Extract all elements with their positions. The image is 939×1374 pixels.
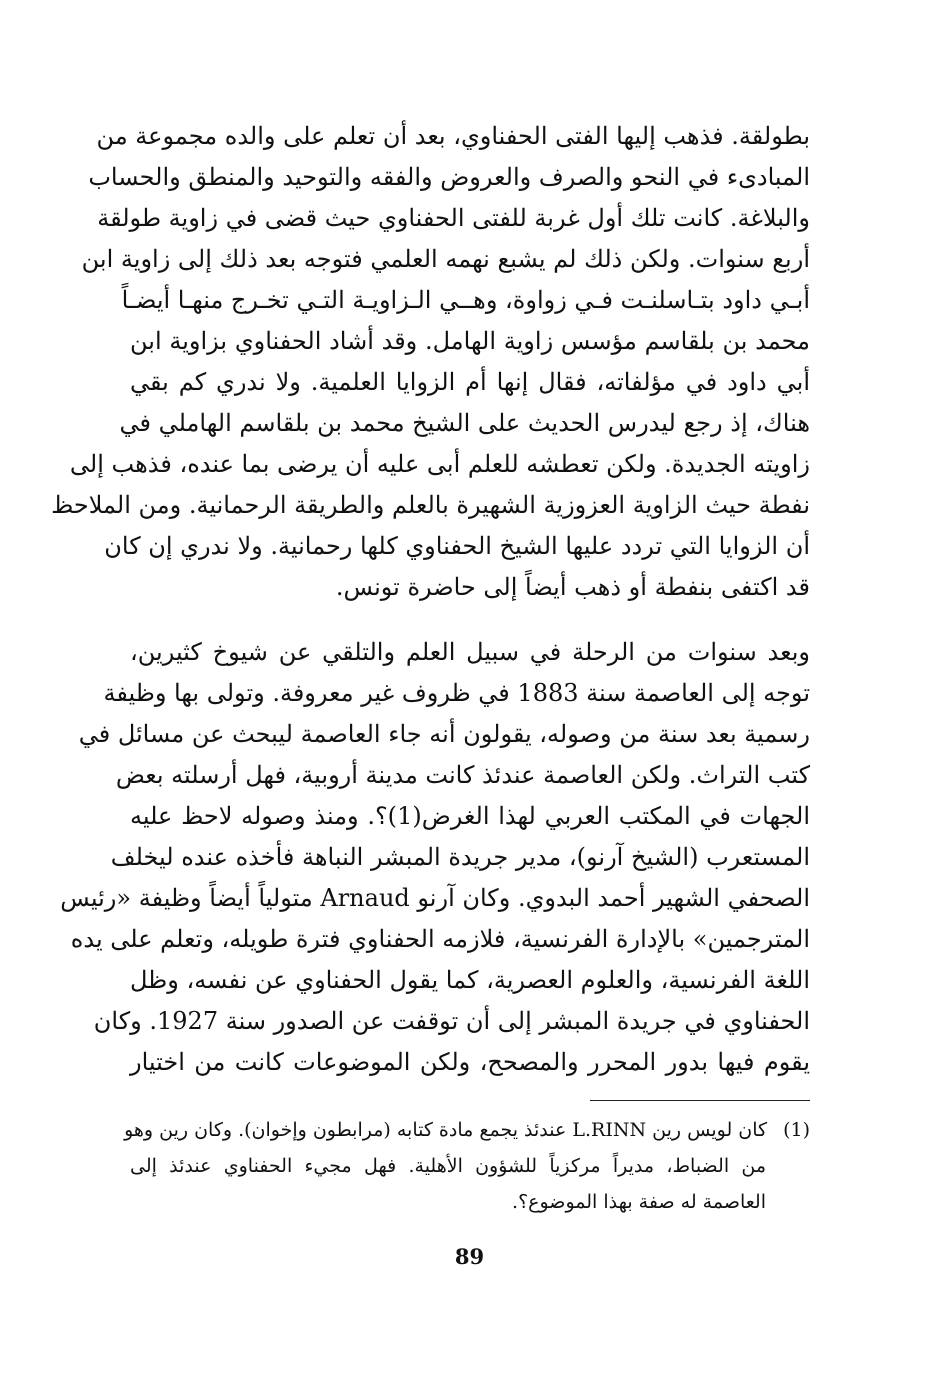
text-line: أبي داود في مؤلفاته، فقال إنها أم الزوايا العلمية. ولا ندري كم بقي bbox=[130, 368, 810, 396]
text-line: توجه إلى العاصمة سنة 1883 في ظروف غير معروفة. وتولى بها وظيفة bbox=[103, 679, 810, 707]
body-paragraph-2 bbox=[60, 632, 810, 1083]
footnote-marker: (1) bbox=[783, 1119, 810, 1141]
footnote bbox=[124, 1112, 810, 1220]
footnote-line: من الضباط، مديراً مركزياً للشؤون الأهلية. فهل مجيء الحفناوي عندئذ إلى bbox=[130, 1155, 766, 1177]
text-line: نفطة حيث الزاوية العزوزية الشهيرة بالعلم والطريقة الرحمانية. ومن الملاحظ bbox=[51, 491, 810, 519]
text-line: والبلاغة. كانت تلك أول غربة للفتى الحفناوي حيث قضى في زاوية طولقة bbox=[97, 204, 810, 232]
body-paragraph-1 bbox=[51, 116, 810, 608]
text-line: الصحفي الشهير أحمد البدوي. وكان آرنو Arnaud متولياً أيضاً وظيفة «رئيس bbox=[60, 884, 810, 912]
text-line: الحفناوي في جريدة المبشر إلى أن توقفت عن الصدور سنة 1927. وكان bbox=[93, 1007, 810, 1035]
text-line: أن الزوايا التي تردد عليها الشيخ الحفناوي كلها رحمانية. ولا ندري إن كان bbox=[104, 532, 810, 560]
text-line: زاويته الجديدة. ولكن تعطشه للعلم أبى عليه أن يرضى بما عنده، فذهب إلى bbox=[69, 450, 810, 478]
text-line: المترجمين» بالإدارة الفرنسية، فلازمه الحفناوي فترة طويله، وتعلم على يده bbox=[70, 925, 810, 953]
text-line: المبادىء في النحو والصرف والعروض والفقه والتوحيد والمنطق والحساب bbox=[88, 163, 810, 191]
text-line: وبعد سنوات من الرحلة في سبيل العلم والتلقي عن شيوخ كثيرين، bbox=[130, 638, 810, 666]
footnote-divider bbox=[590, 1100, 810, 1101]
text-line: المستعرب (الشيخ آرنو)، مدير جريدة المبشر النباهة فأخذه عنده ليخلف bbox=[110, 843, 810, 871]
footnote-line: العاصمة له صفة بهذا الموضوع؟. bbox=[512, 1191, 766, 1213]
text-line: الجهات في المكتب العربي لهذا الغرض(1)؟. ومنذ وصوله لاحظ عليه bbox=[130, 802, 810, 830]
page-number: 89 bbox=[454, 1244, 485, 1269]
text-line: قد اكتفى بنفطة أو ذهب أيضاً إلى حاضرة تونس. bbox=[335, 573, 810, 601]
text-line: أبـي داود بتـاسلنـت فـي زواوة، وهــي الـزاويـة التـي تخـرج منهـا أيضـاً bbox=[121, 286, 810, 314]
text-line: هناك، إذ رجع ليدرس الحديث على الشيخ محمد بن بلقاسم الهاملي في bbox=[119, 409, 810, 437]
text-line: كتب التراث. ولكن العاصمة عندئذ كانت مدينة أروبية، فهل أرسلته بعض bbox=[115, 761, 810, 789]
text-line: أربع سنوات. ولكن ذلك لم يشبع نهمه العلمي فتوجه بعد ذلك إلى زاوية ابن bbox=[81, 245, 810, 273]
text-line: بطولقة. فذهب إليها الفتى الحفناوي، بعد أن تعلم على والده مجموعة من bbox=[96, 122, 810, 150]
text-line: محمد بن بلقاسم مؤسس زاوية الهامل. وقد أشاد الحفناوي بزاوية ابن bbox=[130, 327, 810, 355]
footnote-text: كان لويس رين L.RINN عندئذ يجمع مادة كتابه (مرابطون وإخوان). وكان رين وهو bbox=[124, 1119, 768, 1141]
text-line: رسمية بعد سنة من وصوله، يقولون أنه جاء العاصمة ليبحث عن مسائل في bbox=[78, 720, 810, 748]
footnote-line bbox=[124, 1112, 810, 1148]
text-line: يقوم فيها بدور المحرر والمصحح، ولكن الموضوعات كانت من اختيار bbox=[130, 1048, 810, 1076]
text-line: اللغة الفرنسية، والعلوم العصرية، كما يقول الحفناوي عن نفسه، وظل bbox=[130, 966, 810, 994]
